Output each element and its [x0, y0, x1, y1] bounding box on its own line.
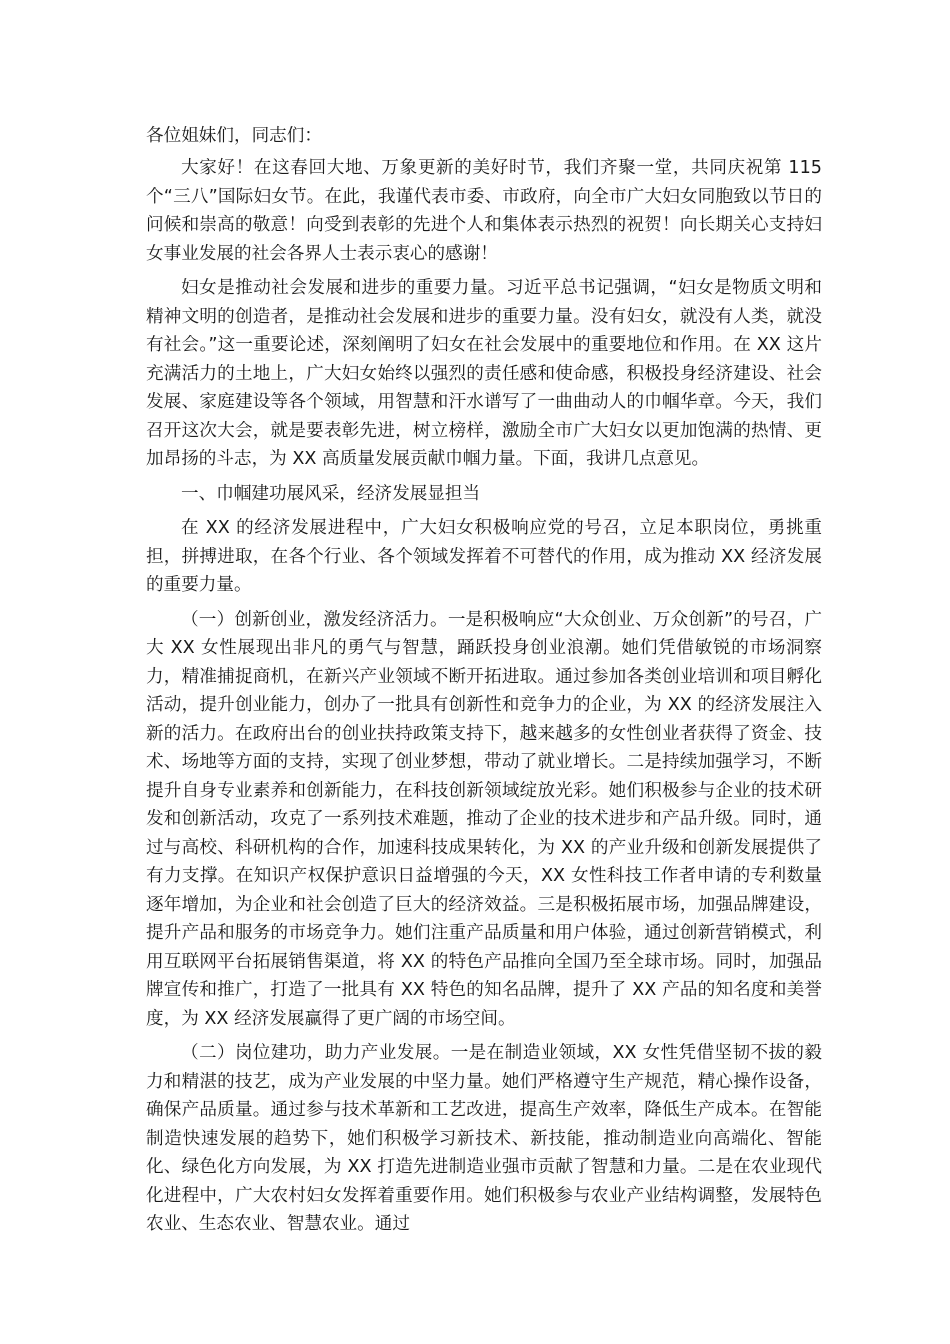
paragraph-innovation: （一）创新创业，激发经济活力。一是积极响应“大众创业、万众创新”的号召，广大 XX 女性展现出非凡的勇气与智慧，踊跃投身创业浪潮。她们凭借敏锐的市场洞察力，精准捕捉商机，在新兴产业领域不断开拓进取。通过参加各类创业培训和项目孵化活动，提升创业能力，创办了一批具有创新性和竞争力的企业，为 XX 的经济发展注入新的活力。在政府出台的创业扶持政策支持下，越来越多的女性创业者获得了资金、技术、场地等方面的支持，实现了创业梦想，带动了就业增长。二是持续加强学习，不断提升自身专业素养和创新能力，在科技创新领域绽放光彩。她们积极参与企业的技术研发和创新活动，攻克了一系列技术难题，推动了企业的技术进步和产品升级。同时，通过与高校、科研机构的合作，加速科技成果转化，为 XX 的产业升级和创新发展提供了有力支撑。在知识产权保护意识日益增强的今天，XX 女性科技工作者申请的专利数量逐年增加，为企业和社会创造了巨大的经济效益。三是积极拓展市场，加强品牌建设，提升产品和服务的市场竞争力。她们注重产品质量和用户体验，通过创新营销模式，利用互联网平台拓展销售渠道，将 XX 的特色产品推向全国乃至全球市场。同时，加强品牌宣传和推广，打造了一批具有 XX 特色的知名品牌，提升了 XX 产品的知名度和美誉度，为 XX 经济发展赢得了更广阔的市场空间。 [146, 609, 822, 1029]
paragraph-post-contribution: （二）岗位建功，助力产业发展。一是在制造业领域，XX 女性凭借坚韧不拔的毅力和精湛的技艺，成为产业发展的中坚力量。她们严格遵守生产规范，精心操作设备，确保产品质量。通过参与技术革新和工艺改进，提高生产效率，降低生产成本。在智能制造快速发展的趋势下，她们积极学习新技术、新技能，推动制造业向高端化、智能化、绿色化方向发展，为 XX 打造先进制造业强市贡献了智慧和力量。二是在农业现代化进程中，广大农村妇女发挥着重要作用。她们积极参与农业产业结构调整，发展特色农业、生态农业、智慧农业。通过 [146, 1043, 822, 1234]
paragraph-greeting: 大家好！在这春回大地、万象更新的美好时节，我们齐聚一堂，共同庆祝第 115 个“三八”国际妇女节。在此，我谨代表市委、市政府，向全市广大妇女同胞致以节日的问候和崇高的敬意！向受到表彰的先进个人和集体表示热烈的祝贺！向长期关心支持妇女事业发展的社会各界人士表示衷心的感谢！ [146, 158, 822, 264]
document-page [146, 122, 822, 1245]
paragraph-economic-intro: 在 XX 的经济发展进程中，广大妇女积极响应党的号召，立足本职岗位，勇挑重担，拼搏进取，在各个行业、各个领域发挥着不可替代的作用，成为推动 XX 经济发展的重要力量。 [146, 518, 822, 595]
paragraph-women-role: 妇女是推动社会发展和进步的重要力量。习近平总书记强调，“妇女是物质文明和精神文明的创造者，是推动社会发展和进步的重要力量。没有妇女，就没有人类，就没有社会。”这一重要论述，深刻阐明了妇女在社会发展中的重要地位和作用。在 XX 这片充满活力的土地上，广大妇女始终以强烈的责任感和使命感，积极投身经济建设、社会发展、家庭建设等各个领域，用智慧和汗水谱写了一曲曲动人的巾帼华章。今天，我们召开这次大会，就是要表彰先进，树立榜样，激励全市广大妇女以更加饱满的热情、更加昂扬的斗志，为 XX 高质量发展贡献巾帼力量。下面，我讲几点意见。 [146, 278, 822, 469]
section-heading-1: 一、巾帼建功展风采，经济发展显担当 [181, 483, 481, 504]
salutation: 各位姐妹们，同志们： [146, 126, 322, 146]
